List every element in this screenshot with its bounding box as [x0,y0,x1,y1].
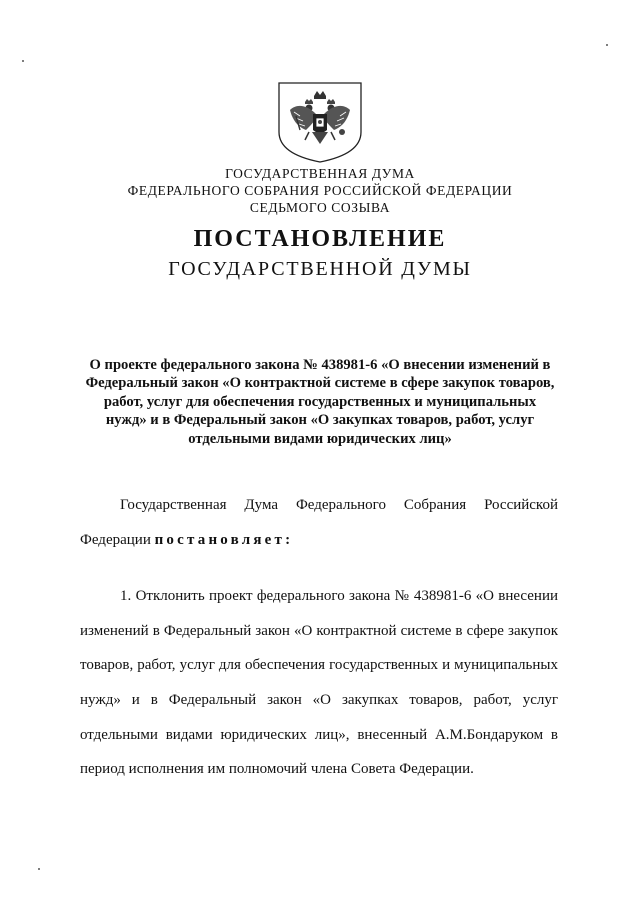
document-title: ПОСТАНОВЛЕНИЕ [193,226,447,252]
heading-line-1: О проекте федерального закона № 438981-6 «О внесении изменений в [89,357,551,373]
document-subtitle: ГОСУДАРСТВЕННОЙ ДУМЫ [168,258,472,280]
heading-line-4: нужд» и в Федеральный закон «О закупках товаров, работ, услуг [105,412,535,429]
document-body [80,488,558,787]
heading-line-3: работ, услуг для обеспечения государственных и муниципальных [103,393,537,410]
intro-verb: постановляет: [154,531,294,548]
header-line-1: ГОСУДАРСТВЕННАЯ ДУМА [225,166,415,181]
heading-line-2: Федеральный закон «О контрактной системе в сфере закупок товаров, [85,375,555,392]
heading-line-5: отдельными видами юридических лиц» [188,430,452,447]
intro-text: Государственная Дума Федерального Собрания Российской Федерации [80,497,558,548]
state-emblem-icon [276,80,364,164]
intro-paragraph [80,488,558,557]
item-1-paragraph: 1. Отклонить проект федерального закона № 438981-6 «О внесении изменений в Федеральный закон «О контрактной системе в сфере закупок товаров, работ, услуг для обеспечения государственных и муниципальных нужд» и в Федеральный закон «О закупках товаров, работ, услуг отдельными видами юридических лиц», внесенный А.М.Бондаруком в период исполнения им полномочий члена Совета Федерации. [80,588,558,778]
resolution-heading [80,356,560,448]
scan-speck [38,868,40,870]
header-line-3: СЕДЬМОГО СОЗЫВА [249,200,391,215]
scan-speck [606,44,608,46]
scan-speck [22,60,24,62]
header-line-2: ФЕДЕРАЛЬНОГО СОБРАНИЯ РОССИЙСКОЙ ФЕДЕРАЦИИ [127,183,513,198]
